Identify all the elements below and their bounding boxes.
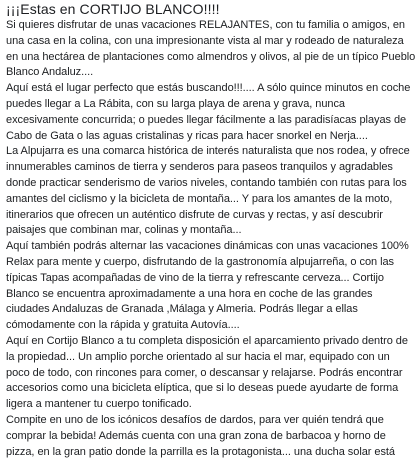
post-content (6, 1, 416, 460)
post-body: Si quieres disfrutar de unas vacaciones RELAJANTES, con tu familia o amigos, en una casa en la colina, con una impresionante vista al mar y rodeado de naturaleza en una hectárea de plantaciones como almendros y olivos, al pie de un típico Pueblo Blanco Andaluz.... Aquí está el lugar perfecto que estás buscando!!!.... A sólo quince minutos en coche puedes llegar a La Rábita, con su larga playa de arena y grava, nunca excesivamente concurrida; o puedes llegar fácilmente a las paradisíacas playas de Cabo de Gata o las aguas cristalinas y ricas para hacer snorkel en Nerja.... La Alpujarra es una comarca histórica de interés naturalista que nos rodea, y ofrece innumerables caminos de tierra y senderos para paseos tranquilos y agradables donde practicar senderismo de varios niveles, contando también con rutas para los amantes del ciclismo y la bicicleta de montaña... Y para los amantes de la moto, itinerarios que ofrecen un auténtico disfrute de curvas y rectas, y así descubrir paisajes que combinan mar, colinas y montaña... Aquí también podrás alternar las vacaciones dinámicas con unas vacaciones 100% Relax para mente y cuerpo, disfrutando de la gastronomía alpujarreña, o con las típicas Tapas acompañadas de vino de la tierra y refrescante cerveza... Cortijo Blanco se encuentra aproximadamente a una hora en coche de las grandes ciudades Andaluzas de Granada ,Málaga y Almeria. Podrás llegar a ellas cómodamente con la rápida y gratuita Autovía.... Aquí en Cortijo Blanco a tu completa disposición el aparcamiento privado dentro de la propiedad... Un amplio porche orientado al sur hacia el mar, equipado con un poco de todo, con rincones para comer, o descansar y relajarse. Podrás encontrar accesorios como una bicicleta elíptica, que si lo deseas puede ayudarte de forma ligera a mantener tu cuerpo tonificado. Compite en uno de los icónicos desafíos de dardos, para ver quién tendrá que comprar la bebida! Además cuenta con una gran zona de barbacoa y horno de pizza, en la gran patio donde la parrilla es la protagonista... una ducha solar está (6, 19, 416, 458)
post-title: ¡¡¡Estas en CORTIJO BLANCO!!!! (6, 1, 220, 17)
